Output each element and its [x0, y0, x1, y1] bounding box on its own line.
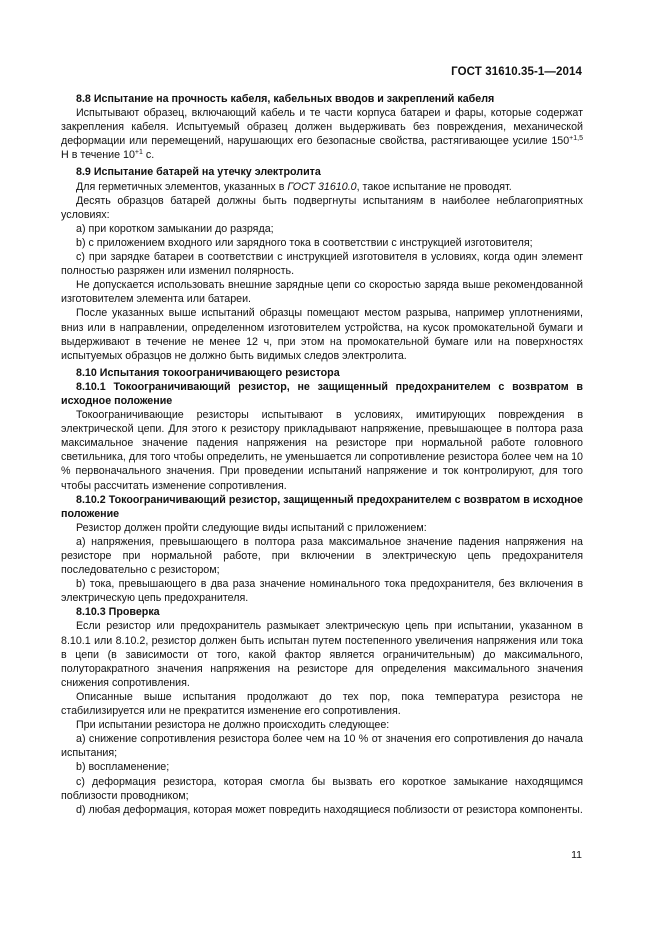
page-number: 11	[571, 849, 582, 861]
section-8-9-heading: 8.9 Испытание батарей на утечку электролита	[76, 166, 321, 179]
section-8-10-3-paragraph-2: Описанные выше испытания продолжают до тех пор, пока температура резистора не стабилизируется или не прекратится изменение его сопротивления.	[61, 690, 583, 718]
section-8-10-1-heading: 8.10.1 Токоограничивающий резистор, не защищенный предохранителем с возвратом в исходное положение	[61, 380, 583, 407]
force-tolerance-superscript: +1,5	[569, 135, 583, 143]
section-8-8-text-a: Испытывают образец, включающий кабель и те части корпуса батареи и фары, которые содержат закрепления кабеля. Испытуемый образец должен выдерживать без повреждения, механической деформации или перемещений, нарушающих его безопасные свойства, растягивающее усилие 150	[61, 107, 583, 148]
section-8-9-text-b: , такое испытание не проводят.	[356, 180, 512, 193]
section-8-10-3-heading: 8.10.3 Проверка	[76, 606, 160, 619]
section-8-10-3-list-item-a: а) снижение сопротивления резистора более чем на 10 % от значения его сопротивления до начала испытания;	[61, 733, 583, 760]
section-8-9-list-item-b: b) с приложением входного или зарядного тока в соответствии с инструкцией изготовителя;	[76, 236, 533, 249]
section-8-8-paragraph	[61, 106, 583, 162]
section-8-10-3-paragraph-3: При испытании резистора не должно происходить следующее:	[76, 719, 390, 732]
section-8-8-heading: 8.8 Испытание на прочность кабеля, кабельных вводов и закреплений кабеля	[76, 93, 495, 105]
section-8-9-paragraph-2: Десять образцов батарей должны быть подвергнуты испытаниям в наиболее неблагоприятных условиях:	[61, 194, 583, 221]
section-8-10-3-list-item-b: b) воспламенение;	[76, 761, 170, 774]
section-8-9-list-item-a: а) при коротком замыкании до разряда;	[76, 222, 274, 235]
document-code-header: ГОСТ 31610.35-1—2014	[451, 66, 582, 78]
section-8-9-paragraph-4: После указанных выше испытаний образцы помещают местом разрыва, например уплотнениями, вниз или в направлении, определенном изготовителем устройства, на кусок промокательной бумаги и выдерживают в течение не менее 12 ч, при этом на промокательной бумаге или на поверхностях испытуемых образцов не должно быть видимых следов электролита.	[61, 307, 583, 362]
section-8-10-2-list-item-a: а) напряжения, превышающего в полтора раза максимальное значение падения напряжения на резисторе при нормальной работе, при включении в электрическую цепь предохранителя последовательно с резистором;	[61, 535, 583, 577]
document-body	[61, 92, 583, 817]
section-8-10-2-paragraph: Резистор должен пройти следующие виды испытаний с приложением:	[76, 521, 427, 534]
section-8-8-text-b: Н в течение 10	[61, 149, 135, 162]
time-tolerance-superscript: +1	[134, 149, 143, 157]
section-8-10-2-heading: 8.10.2 Токоограничивающий резистор, защищенный предохранителем с возвратом в исходное положение	[61, 493, 583, 520]
section-8-9-paragraph-1	[61, 180, 583, 194]
section-8-10-3-list-item-c: с) деформация резистора, которая смогла бы вызвать его короткое замыкание находящимся поблизости проводником;	[61, 775, 583, 802]
section-8-9-paragraph-3: Не допускается использовать внешние зарядные цепи со скоростью заряда выше рекомендованной изготовителем элемента или батареи.	[61, 279, 583, 306]
section-8-9-list-item-c: с) при зарядке батареи в соответствии с инструкцией изготовителя в условиях, когда один элемент полностью разряжен или изменил полярность.	[61, 251, 583, 278]
section-8-10-3-list-item-d: d) любая деформация, которая может повредить находящиеся поблизости от резистора компоненты.	[76, 803, 583, 816]
section-8-10-3-paragraph-1: Если резистор или предохранитель размыкает электрическую цепь при испытании, указанном в 8.10.1 или 8.10.2, резистор должен быть испытан путем постепенного увеличения напряжения или тока в цепи (в зависимости от того, какой фактор является ограничительным) до максимального, полуторакратного значения напряжения на резисторе для определения максимального значения снижения сопротивления.	[61, 620, 583, 689]
section-8-8-text-c: с.	[142, 149, 155, 162]
gost-reference: ГОСТ 31610.0	[287, 180, 357, 193]
section-8-10-2-list-item-b: b) тока, превышающего в два раза значение номинального тока предохранителя, без включения в электрическую цепь предохранителя.	[61, 578, 583, 605]
section-8-9-text-a: Для герметичных элементов, указанных в	[76, 180, 288, 193]
section-8-10-1-paragraph: Токоограничивающие резисторы испытывают в условиях, имитирующих повреждения в электрической цепи. Для этого к резистору прикладывают напряжение, превышающее в полтора раза максимальное значение падения напряжения на резисторе при нормальной работе головного светильника, для того чтобы определить, не уменьшается ли сопротивление резистора более чем на 10 % первоначального значения. При проведении испытаний напряжение и ток контролируют, для того чтобы рассчитать изменение сопротивления.	[61, 409, 583, 492]
section-8-10-heading: 8.10 Испытания токоограничивающего резистора	[76, 366, 340, 379]
